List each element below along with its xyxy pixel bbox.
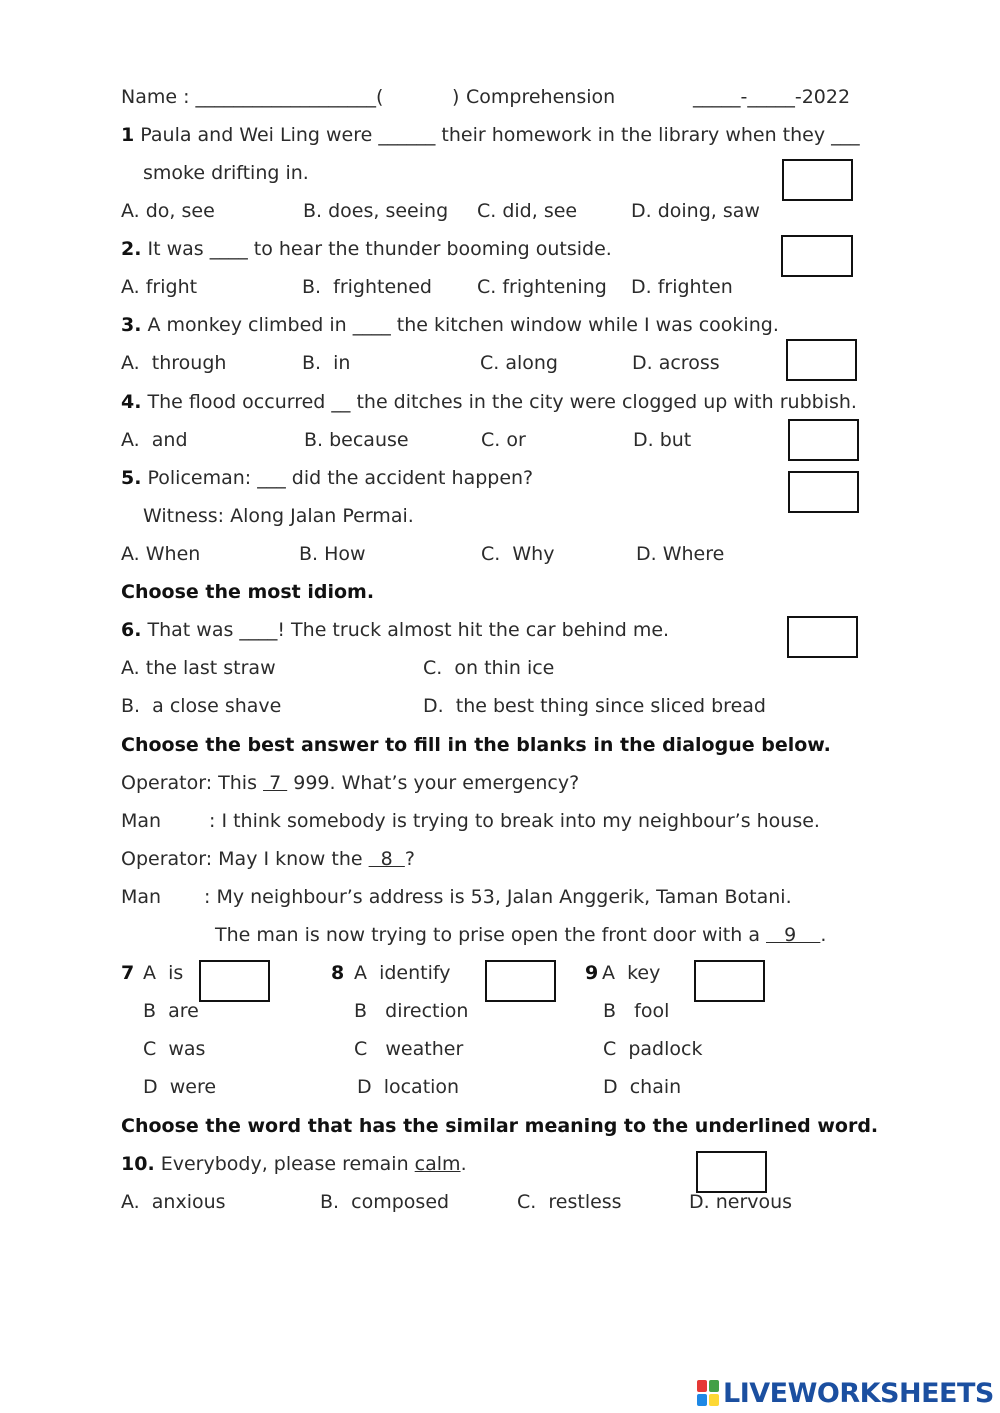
option-7c: C was [143,1038,206,1060]
liveworksheets-logo [697,1376,994,1410]
option-4b: B. because [304,429,409,451]
question-number: 5. [121,467,142,489]
question-8-number: 8 [331,962,345,984]
logo-mark-icon [697,1380,719,1406]
answer-box-3[interactable] [786,339,857,381]
dialogue-line-3 [121,847,415,871]
dialogue-text: Operator: This [121,772,264,794]
logo-text: LIVEWORKSHEETS [723,1377,994,1409]
option-7b: B are [143,1000,199,1022]
question-text: Paula and Wei Ling were ______ their homework in the library when they ___ [134,124,860,146]
answer-box-2[interactable] [781,235,853,277]
section-heading-idiom: Choose the most idiom. [121,581,375,603]
option-6d: D. the best thing since sliced bread [423,695,766,717]
question-number: 1 [121,124,135,146]
dialogue-text: The man is now trying to prise open the front door with a [215,924,766,946]
option-4d: D. but [633,429,692,451]
option-5d: D. Where [636,543,725,565]
option-9b: B fool [603,1000,670,1022]
option-6a: A. the last straw [121,657,276,679]
question-number: 4. [121,391,142,413]
answer-box-6[interactable] [787,616,858,658]
answer-box-4[interactable] [788,419,859,461]
underlined-word: calm [414,1153,461,1175]
option-7a: A is [143,962,184,984]
option-9c: C padlock [603,1038,703,1060]
date-field: _____-_____-2022 [693,86,851,108]
option-3b: B. in [302,352,351,374]
option-7d: D were [143,1076,217,1098]
dialogue-line-2: : I think somebody is trying to break into my neighbour’s house. [209,810,820,832]
option-10a: A. anxious [121,1191,226,1213]
answer-box-10[interactable] [696,1151,767,1193]
dialogue-line-1 [121,771,579,795]
option-9a: A key [602,962,661,984]
option-3a: A. through [121,352,227,374]
answer-box-8[interactable] [485,960,556,1002]
option-6b: B. a close shave [121,695,282,717]
question-10 [121,1152,467,1176]
answer-box-5[interactable] [788,471,859,513]
option-10d: D. nervous [689,1191,793,1213]
class-bracket: ) [452,86,460,108]
answer-box-7[interactable] [199,960,270,1002]
blank-7: 7 [263,772,288,794]
question-5 [121,466,533,490]
page-title: Comprehension [466,86,616,108]
name-field-label: Name : ___________________( [121,86,384,108]
option-4c: C. or [481,429,526,451]
answer-box-1[interactable] [782,159,853,201]
question-number: 3. [121,314,142,336]
dialogue-speaker-man: Man [121,810,162,832]
question-2 [121,237,612,261]
option-6c: C. on thin ice [423,657,555,679]
question-number: 10. [121,1153,155,1175]
option-8a: A identify [354,962,451,984]
blank-9: 9 [766,924,821,946]
dialogue-speaker-man: Man [121,886,162,908]
dialogue-line-5 [215,923,826,947]
dialogue-line-4: : My neighbour’s address is 53, Jalan Anggerik, Taman Botani. [204,886,792,908]
option-8b: B direction [354,1000,469,1022]
option-2d: D. frighten [631,276,733,298]
option-9d: D chain [603,1076,682,1098]
option-3d: D. across [632,352,720,374]
option-2a: A. fright [121,276,198,298]
answer-box-9[interactable] [694,960,765,1002]
option-1c: C. did, see [477,200,578,222]
option-8d: D location [357,1076,460,1098]
question-number: 6. [121,619,142,641]
option-10c: C. restless [517,1191,622,1213]
question-number: 2. [121,238,142,260]
option-8c: C weather [354,1038,464,1060]
question-6 [121,618,669,642]
option-5c: C. Why [481,543,555,565]
dialogue-text: ? [404,848,415,870]
question-9-number: 9 [585,962,599,984]
option-2b: B. frightened [302,276,432,298]
question-text: It was ____ to hear the thunder booming outside. [141,238,612,260]
blank-8: 8 [368,848,405,870]
section-heading-dialogue: Choose the best answer to fill in the blanks in the dialogue below. [121,734,831,756]
question-text: Policeman: ___ did the accident happen? [141,467,534,489]
question-1-continued: smoke drifting in. [143,162,309,184]
option-10b: B. composed [320,1191,450,1213]
option-3c: C. along [480,352,558,374]
question-text: That was ____! The truck almost hit the car behind me. [141,619,670,641]
section-heading-synonym: Choose the word that has the similar meaning to the underlined word. [121,1115,879,1137]
question-1 [121,123,860,147]
dialogue-text: Operator: May I know the [121,848,369,870]
option-2c: C. frightening [477,276,607,298]
question-3 [121,313,779,337]
question-7-number: 7 [121,962,135,984]
question-text: Everybody, please remain [154,1153,415,1175]
option-5b: B. How [299,543,366,565]
question-5-witness: Witness: Along Jalan Permai. [143,505,414,527]
question-text: . [460,1153,467,1175]
dialogue-text: . [820,924,827,946]
option-1a: A. do, see [121,200,215,222]
question-text: The flood occurred __ the ditches in the city were clogged up with rubbish. [141,391,857,413]
option-4a: A. and [121,429,188,451]
question-text: A monkey climbed in ____ the kitchen window while I was cooking. [141,314,779,336]
dialogue-text: 999. What’s your emergency? [287,772,580,794]
option-5a: A. When [121,543,201,565]
option-1d: D. doing, saw [631,200,760,222]
option-1b: B. does, seeing [303,200,449,222]
question-4 [121,390,857,414]
